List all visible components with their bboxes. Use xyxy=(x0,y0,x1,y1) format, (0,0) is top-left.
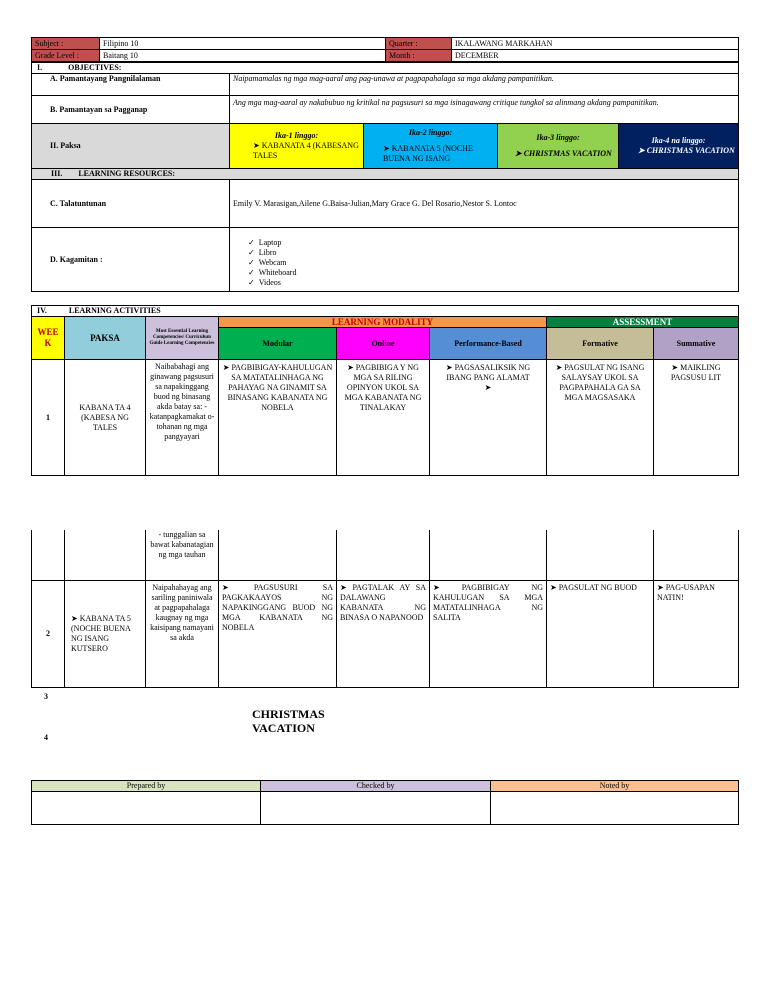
subject-value: Filipino 10 xyxy=(100,38,386,50)
pamantayan-pagganap-label: B. Pamantayan sa Pagganap xyxy=(32,96,230,124)
row-melc: Naipahahayag ang sariling paniniwala at pagpapahalaga kaugnay ng mga kaisipang namayani sa akda xyxy=(146,580,219,687)
row-modular: ➤ PAGSUSURI SA PAGKAKAAYOS NG NAPAKINGGANG BUOD NG MGA KABANATA NG NOBELA xyxy=(219,580,337,687)
month-value: DECEMBER xyxy=(452,50,739,62)
subject-label: Subject : xyxy=(32,38,100,50)
pamantayan-pagganap-value: Ang mga mag-aaral ay nakabubuo ng kritikal na pagsusuri sa mga isinagawang critique tungkol sa alinmang akdang pampanitikan. xyxy=(230,96,739,124)
table-row xyxy=(32,580,739,687)
kagamitan-list xyxy=(230,228,739,292)
row-online: ➤ PAGBIBIGA Y NG MGA SA RILING OPINYON UKOL SA MGA KABANATA NG TINALAKAY xyxy=(337,360,430,476)
talatuntunan-label: C. Talatuntunan xyxy=(32,180,230,228)
row-summative: ➤ MAIKLING PAGSUSU LIT xyxy=(654,360,739,476)
row-summative: ➤ PAG-USAPAN NATIN! xyxy=(654,580,739,687)
kagamitan-item: ✓ Laptop xyxy=(248,238,735,248)
prepared-by-signature[interactable] xyxy=(32,792,261,825)
row-paksa: ➤ KABANA TA 5 (NOCHE BUENA NG ISANG KUTSERO xyxy=(65,580,146,687)
row-paksa: KABANA TA 4 (KABESA NG TALES xyxy=(65,360,146,476)
row-modular: ➤ PAGBIBIGAY-KAHULUGAN SA MATATALINHAGA NG PAHAYAG NA GINAMIT SA BINASANG KABANATA NG NOBELA xyxy=(219,360,337,476)
row-formative: ➤ PAGSULAT NG BUOD xyxy=(547,580,654,687)
col-melc: Most Essential Learning Competencies/ Curriculum Guide Learning Competencies xyxy=(146,317,219,360)
paksa-label: II. Paksa xyxy=(32,124,230,169)
week-3-number: 3 xyxy=(44,692,48,701)
quarter-label: Quarter : xyxy=(386,38,452,50)
paksa-week-1: Ika-1 linggo: ➤ KABANATA 4 (KABESANG TALES xyxy=(230,124,364,169)
month-label: Month : xyxy=(386,50,452,62)
activities-continuation-table xyxy=(31,530,739,688)
week-number: 1 xyxy=(32,360,65,476)
talatuntunan-value: Emily V. Marasigan,Ailene G.Baisa-Julian,Mary Grace G. Del Rosario,Nestor S. Lontoc xyxy=(230,180,739,228)
objectives-heading: I. OBJECTIVES: xyxy=(32,63,739,74)
learning-modality-header: LEARNING MODALITY xyxy=(219,317,547,328)
prepared-by-label: Prepared by xyxy=(32,781,261,792)
assessment-header: ASSESSMENT xyxy=(547,317,739,328)
col-formative: Formative xyxy=(547,328,654,360)
col-paksa: PAKSA xyxy=(65,317,146,360)
noted-by-signature[interactable] xyxy=(491,792,739,825)
week-4-number: 4 xyxy=(44,733,48,742)
table-row xyxy=(32,360,739,476)
col-performance: Performance-Based xyxy=(430,328,547,360)
kagamitan-item: ✓ Whiteboard xyxy=(248,268,735,278)
kagamitan-item: ✓ Libro xyxy=(248,248,735,258)
objectives-table xyxy=(31,62,739,292)
row-formative: ➤ PAGSULAT NG ISANG SALAYSAY UKOL SA PAGPAPAHALA GA SA MGA MAGSASAKA xyxy=(547,360,654,476)
quarter-value: IKALAWANG MARKAHAN xyxy=(452,38,739,50)
kagamitan-item: ✓ Webcam xyxy=(248,258,735,268)
kagamitan-item: ✓ Videos xyxy=(248,278,735,288)
resources-heading: III. LEARNING RESOURCES: xyxy=(32,169,739,180)
pamantayang-pangnilalaman-label: A. Pamantayang Pangnilalaman xyxy=(32,74,230,96)
kagamitan-label: D. Kagamitan : xyxy=(32,228,230,292)
activities-table xyxy=(31,305,739,476)
col-summative: Summative xyxy=(654,328,739,360)
paksa-week-3: Ika-3 linggo: ➤ CHRISTMAS VACATION xyxy=(498,124,619,169)
row-performance: ➤ PAGBIBIGAY NG KAHULUGAN SA MGA MATATALINHAGA NG SALITA xyxy=(430,580,547,687)
col-modular: Modular xyxy=(219,328,337,360)
activities-heading: IV. LEARNING ACTIVITIES xyxy=(32,306,739,317)
col-online: Online xyxy=(337,328,430,360)
grade-value: Baitang 10 xyxy=(100,50,386,62)
col-week: WEE K xyxy=(32,317,65,360)
paksa-week-2: Ika-2 linggo: ➤ KABANATA 5 (NOCHE BUENA NG ISANG xyxy=(364,124,498,169)
header-table xyxy=(31,37,739,62)
christmas-vacation-label: CHRISTMAS VACATION xyxy=(252,707,325,735)
row-melc: Naibabahagi ang ginawang pagsusuri sa napakinggang buod ng binasang akda batay sa: - katanpagkamakat o-tohanan ng mga pangyayari xyxy=(146,360,219,476)
checked-by-signature[interactable] xyxy=(261,792,491,825)
signature-table xyxy=(31,780,739,825)
paksa-week-4: Ika-4 na linggo: ➤ CHRISTMAS VACATION xyxy=(619,124,739,169)
row-melc-continuation: - tunggalian sa bawat kabanatagian ng mga tauhan xyxy=(146,530,219,580)
noted-by-label: Noted by xyxy=(491,781,739,792)
week-number: 2 xyxy=(32,580,65,687)
pamantayang-pangnilalaman-value: Naipamamalas ng mga mag-aaral ang pag-unawa at pagpapahalaga sa mga akdang pampanitikan. xyxy=(230,74,739,96)
checked-by-label: Checked by xyxy=(261,781,491,792)
row-online: ➤ PAGTALAK AY SA DALAWANG KABANATA NG BINASA O NAPANOOD xyxy=(337,580,430,687)
grade-label: Grade Level : xyxy=(32,50,100,62)
row-performance: ➤ PAGSASALIKSIK NG IBANG PANG ALAMAT ➤ xyxy=(430,360,547,476)
